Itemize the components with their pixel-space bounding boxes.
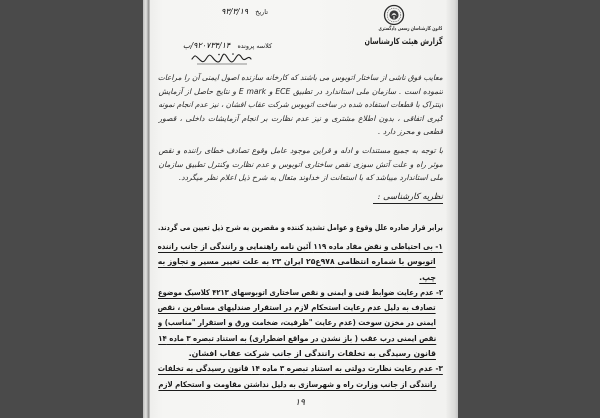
opinion-item-2-line: ۲- عدم رعایت ضوابط فنی و ایمنی و نقص ساختاری اتوبوسهای ۴۲۱۳ کلاسیک موضوع xyxy=(158,287,443,297)
opinion-item-3-line: ۳- عدم رعایت نظارت دولتی به استناد تبصره ۳ ماده ۱۴ قانون رسیدگی به تخلفات xyxy=(158,364,443,374)
paragraph-line: ملی استاندارد میباشد که با استعانت از خداوند متعال به شرح ذیل اعلام نظر میگردد. xyxy=(178,173,443,182)
opinion-items xyxy=(158,239,443,392)
case-number-value: ۹۲۰۷۳۴/۱۴/ب xyxy=(182,41,231,50)
case-number-field xyxy=(172,39,272,53)
intro-line: برابر قرار صادره علل وقوع و عوامل تشدید کننده و مقصرین به شرح ذیل تعیین می گردند. xyxy=(158,223,443,232)
findings-paragraph-2 xyxy=(158,144,443,185)
expert-opinion-heading: نظریه کارشناسی : xyxy=(373,189,443,204)
opinion-item-1-line: ۱- بی احتیاطی و نقض مفاد ماده ۱۱۹ آئین نامه راهنمایی و رانندگی از جانب راننده xyxy=(158,242,443,251)
date-field xyxy=(196,5,268,19)
document-page xyxy=(143,0,458,418)
date-value: ۹۳/۳/۱۹ xyxy=(221,7,249,16)
date-label: تاریخ xyxy=(255,8,268,16)
paragraph-line: ننموده است . سازمان ملی استاندارد در تطبیق ECE و E mark و نتایج حاصل از آزمایش xyxy=(158,86,443,96)
page-number: ۱۹ xyxy=(295,398,305,408)
opinion-item-1-line: اتوبوس با شماره انتظامی ۹۷۸ع۲۵ ایران ۲۳ به علت تغییر مسیر و تجاوز به xyxy=(158,257,436,267)
scan-margin-left xyxy=(0,0,143,418)
opinion-item-3-line: رانندگی از جانب وزارت راه و شهرسازی به دلیل نداشتن مقاومت و استحکام لازم xyxy=(158,379,436,389)
opinion-item-2-line: قانون رسیدگی به تخلفات رانندگی از جانب شرکت عقاب افشان. xyxy=(188,349,436,359)
paragraph-line: گیری اتفاقی ، بدون اطلاع مشتری و نیز عدم نظارت بر انجام آزمایشات داخلی ، قصور xyxy=(158,113,443,123)
opinion-item-1-line: چپ. xyxy=(419,272,436,282)
case-number-label: کلاسه پرونده xyxy=(237,42,272,50)
opinion-item-2-line: نقص ایمنی درب عقب ( باز نشدن در مواقع اضطراری) به استناد تبصره ۳ ماده ۱۴ xyxy=(158,333,436,343)
opinion-intro xyxy=(158,221,443,235)
opinion-item-2-line: ایمنی در مخزن سوخت (عدم رعایت "ظرفیت، ضخامت ورق و استقرار "مناسب) و xyxy=(158,318,436,328)
report-title: گزارش هیئت کارشناسان xyxy=(365,37,443,47)
paragraph-line: با توجه به جمیع مستندات و ادله و قراین موجود عامل وقوع تصادف خطای راننده و نقص xyxy=(158,146,443,155)
handwritten-annotation xyxy=(189,52,253,66)
paragraph-line: قطعی و محرز دارد . xyxy=(378,127,443,136)
organization-name: کانون کارشناسان رسمی دادگستری xyxy=(378,26,442,32)
paragraph-line: معایب فوق ناشی از ساختار اتوبوس می باشند که کارخانه سازنده اصول ایمنی آن را مراعات xyxy=(158,73,443,82)
opinion-item-2-line: تصادف به دلیل عدم رعایت استحکام لازم در استقرار صندلیهای مسافرین ، نقص xyxy=(158,303,436,313)
paragraph-line: اینتراک با قطعات استفاده شده در ساخت اتوبوس شرکت عقاب افشان ، نیز عدم انجام نمونه xyxy=(158,100,443,109)
paragraph-line: موثر راه و علت آتش سوزی نقص ساختاری اتوبوس و عدم نظارت وکنترل تطبیق سازمان xyxy=(158,159,443,169)
findings-paragraph-1 xyxy=(158,71,443,139)
scan-margin-right xyxy=(458,0,600,418)
